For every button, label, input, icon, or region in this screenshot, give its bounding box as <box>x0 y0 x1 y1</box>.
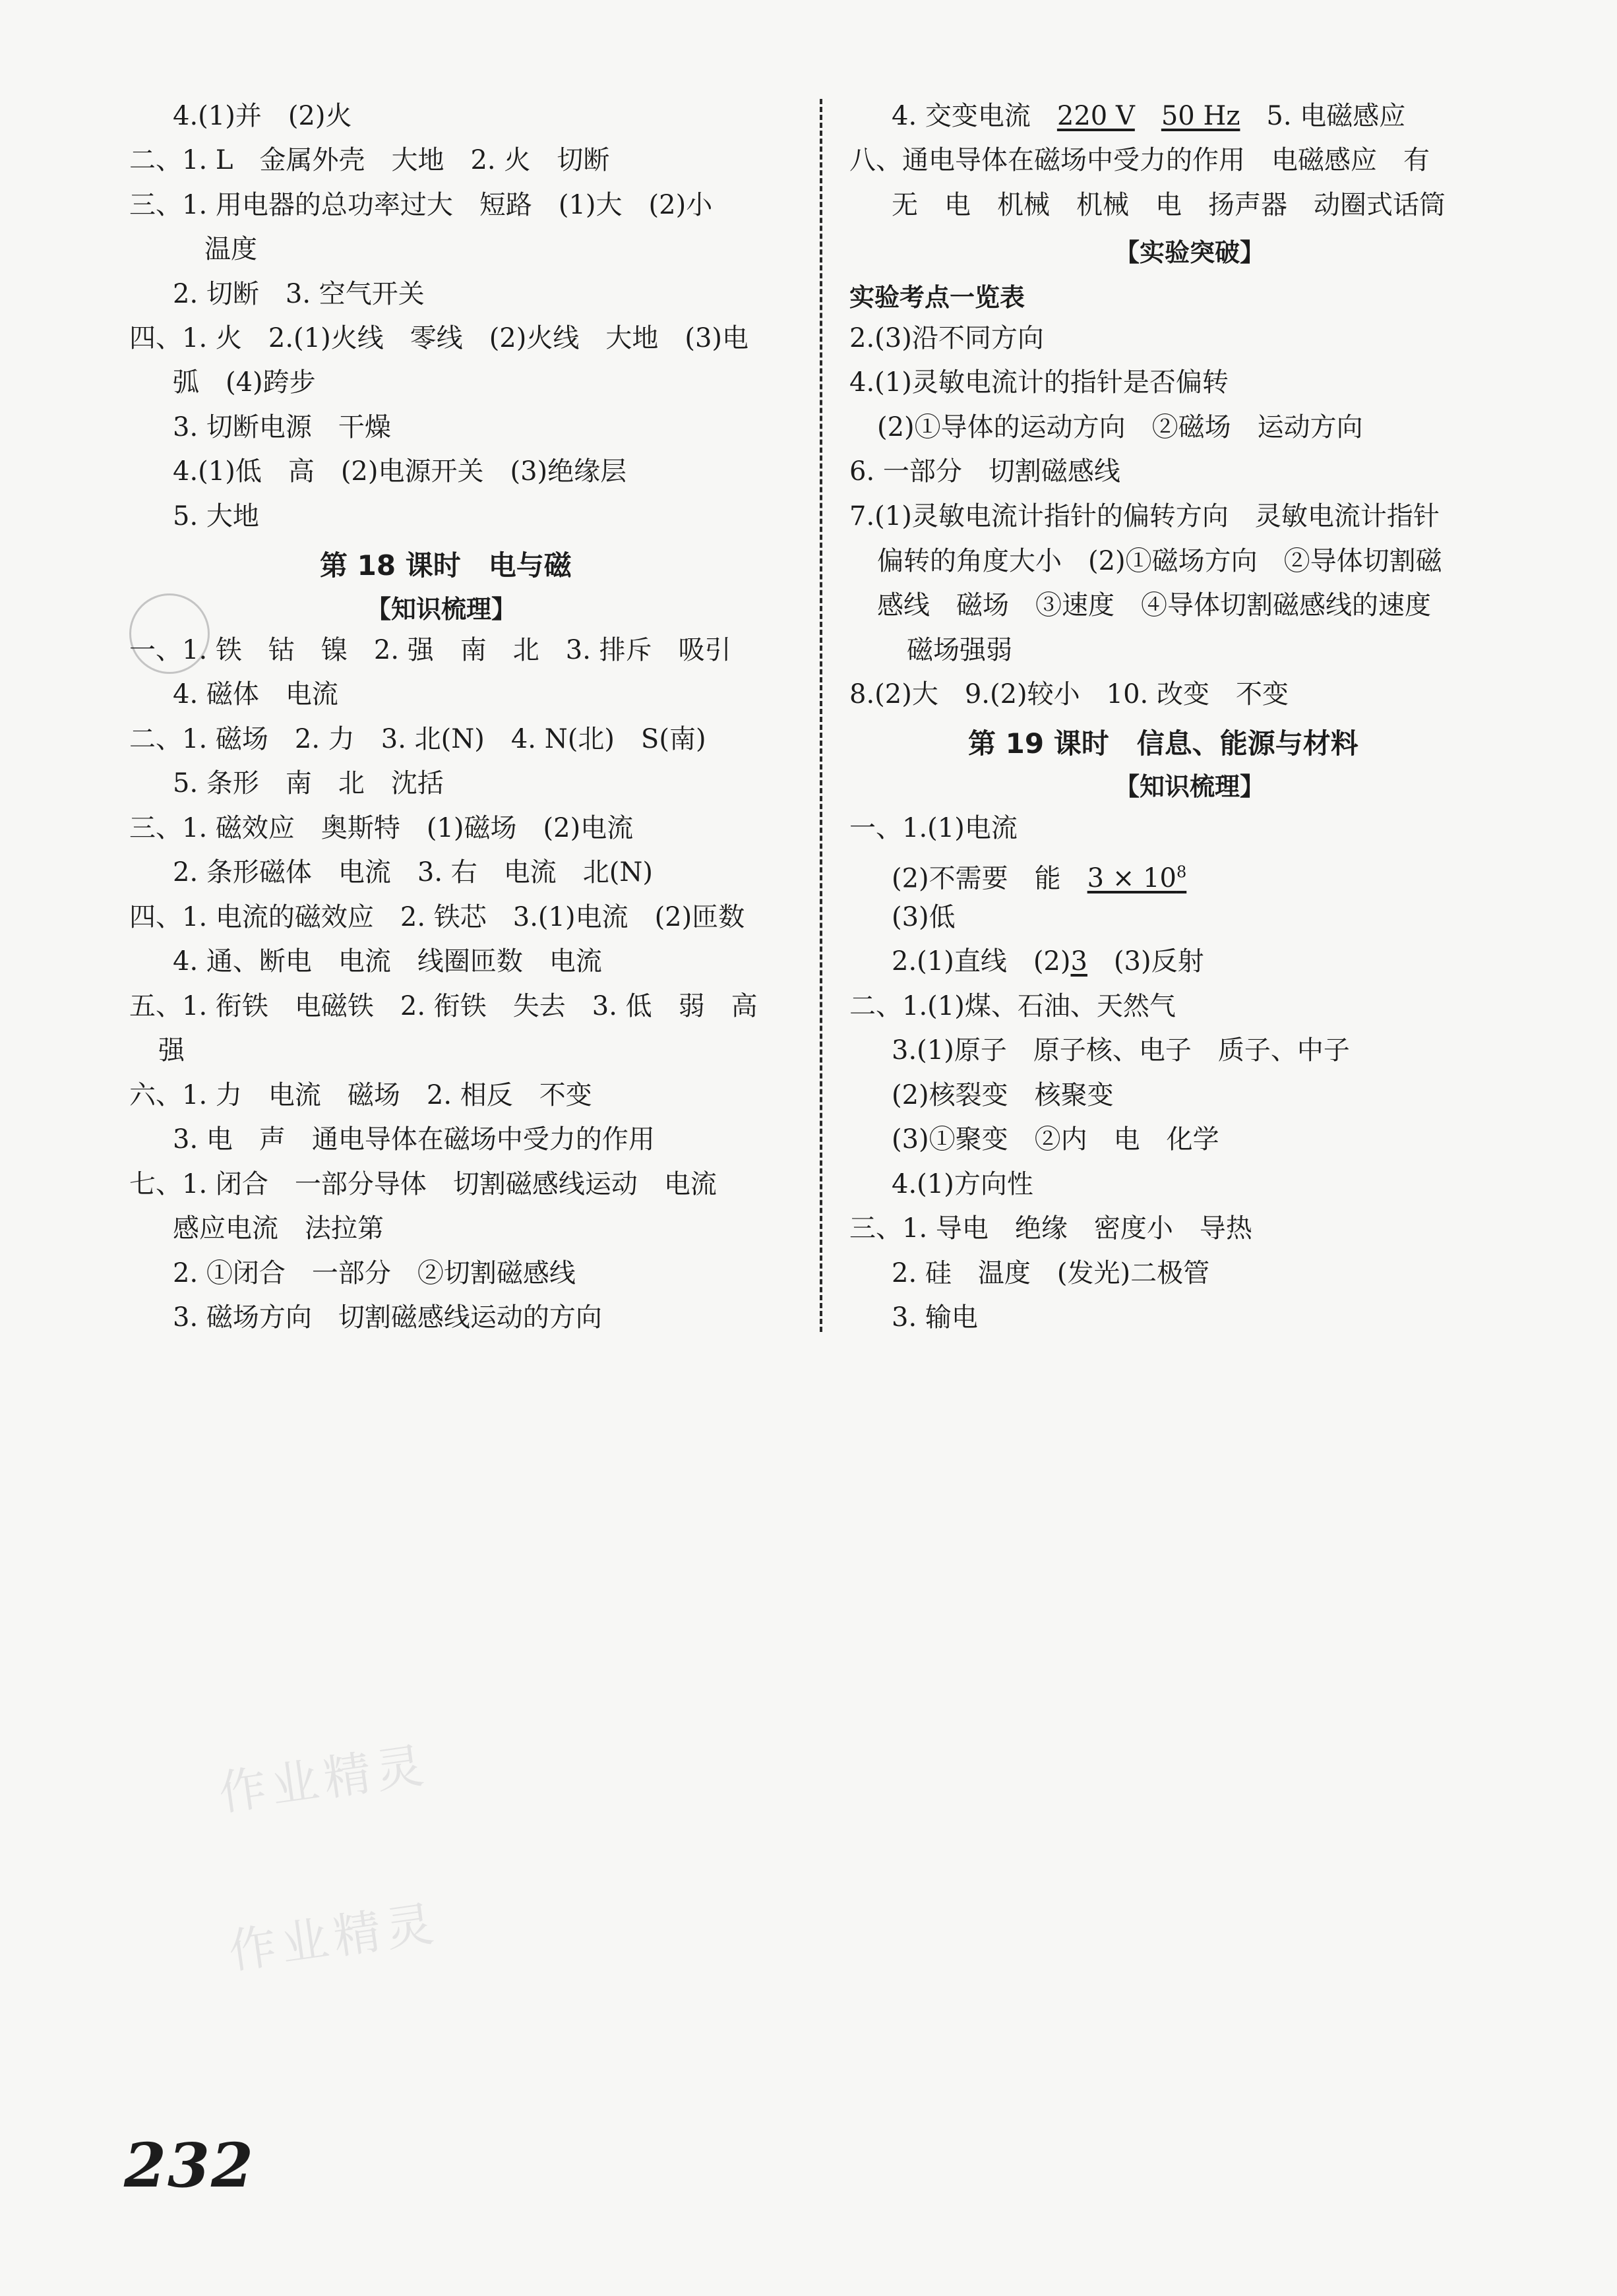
answer-line: 三、1. 用电器的总功率过大 短路 (1)大 (2)小 <box>129 190 713 220</box>
answer-line: 磁场强弱 <box>907 635 1012 665</box>
answer-line: 4.(1)方向性 <box>892 1169 1033 1199</box>
subsection-heading: 【知识梳理】 <box>366 595 517 624</box>
answer-line: 3. 切断电源 干燥 <box>173 412 391 442</box>
answer-line: 2. ①闭合 一部分 ②切割磁感线 <box>173 1258 576 1288</box>
answer-line: 2.(3)沿不同方向 <box>849 323 1044 353</box>
answer-line: 二、1.(1)煤、石油、天然气 <box>849 991 1176 1021</box>
answer-line: 4. 通、断电 电流 线圈匝数 电流 <box>173 946 602 977</box>
section-heading-18: 第 18 课时 电与磁 <box>320 549 572 582</box>
answer-line: 一、1. 铁 钴 镍 2. 强 南 北 3. 排斥 吸引 <box>129 635 731 665</box>
watermark-text: 作业精灵 <box>215 1737 433 1821</box>
answer-line: 4.(1)灵敏电流计的指针是否偏转 <box>849 367 1229 398</box>
answer-line: 四、1. 电流的磁效应 2. 铁芯 3.(1)电流 (2)匝数 <box>129 902 745 932</box>
answer-line: 4.(1)低 高 (2)电源开关 (3)绝缘层 <box>173 456 627 487</box>
answer-line: 偏转的角度大小 (2)①磁场方向 ②导体切割磁 <box>877 546 1442 576</box>
answer-line: 三、1. 磁效应 奥斯特 (1)磁场 (2)电流 <box>129 813 634 843</box>
answer-line: 3.(1)原子 原子核、电子 质子、中子 <box>892 1035 1350 1066</box>
answer-line: 2.(1)直线 (2)3 (3)反射 <box>892 946 1204 977</box>
answer-line: 8.(2)大 9.(2)较小 10. 改变 不变 <box>849 679 1289 710</box>
answer-line: 温度 <box>204 234 257 264</box>
answer-line: (3)①聚变 ②内 电 化学 <box>892 1124 1219 1155</box>
answer-line: 感应电流 法拉第 <box>173 1213 384 1244</box>
answer-line: (2)核裂变 核聚变 <box>892 1080 1114 1110</box>
subsection-heading: 【实验突破】 <box>1114 238 1266 267</box>
answer-line: 五、1. 衔铁 电磁铁 2. 衔铁 失去 3. 低 弱 高 <box>129 991 758 1021</box>
answer-line: 三、1. 导电 绝缘 密度小 导热 <box>849 1213 1252 1244</box>
column-divider <box>820 99 822 1332</box>
subsection-heading: 【知识梳理】 <box>1114 772 1266 801</box>
answer-line: 六、1. 力 电流 磁场 2. 相反 不变 <box>129 1080 592 1110</box>
answer-line: (2)不需要 能 $3 \times 10^8$ <box>892 863 1187 894</box>
answer-line: 2. 切断 3. 空气开关 <box>173 279 425 309</box>
answer-line: 感线 磁场 ③速度 ④导体切割磁感线的速度 <box>877 590 1431 620</box>
answer-line: 3. 输电 <box>892 1302 978 1333</box>
answer-line: 6. 一部分 切割磁感线 <box>849 456 1120 487</box>
answer-line: 一、1.(1)电流 <box>849 813 1018 843</box>
page-number: 232 <box>124 2130 255 2201</box>
answer-line: 弧 (4)跨步 <box>173 367 316 398</box>
underlined-answer: 3 <box>1070 946 1087 977</box>
underlined-answer: 50 Hz <box>1161 101 1240 131</box>
answer-line: 4. 磁体 电流 <box>173 679 338 710</box>
answer-line: 无 电 机械 机械 电 扬声器 动圈式话筒 <box>892 190 1446 220</box>
answer-line: 二、1. 磁场 2. 力 3. 北(N) 4. N(北) S(南) <box>129 724 706 754</box>
answer-line: 七、1. 闭合 一部分导体 切割磁感线运动 电流 <box>129 1169 717 1199</box>
underlined-answer: $3 \times 10^8$ <box>1087 863 1187 894</box>
section-heading-19: 第 19 课时 信息、能源与材料 <box>968 727 1358 760</box>
answer-line: 7.(1)灵敏电流计指针的偏转方向 灵敏电流计指针 <box>849 501 1440 531</box>
answer-line: 二、1. L 金属外壳 大地 2. 火 切断 <box>129 145 610 175</box>
answer-line: 3. 电 声 通电导体在磁场中受力的作用 <box>173 1124 655 1155</box>
answer-line: 2. 条形磁体 电流 3. 右 电流 北(N) <box>173 857 653 888</box>
underlined-answer: 220 V <box>1056 101 1135 131</box>
table-heading: 实验考点一览表 <box>849 283 1025 312</box>
watermark-text: 作业精灵 <box>225 1895 442 1979</box>
answer-line: 5. 条形 南 北 沈括 <box>173 768 444 799</box>
answer-line: 5. 大地 <box>173 501 259 531</box>
answer-line: (3)低 <box>892 902 956 932</box>
answer-line: 4. 交变电流 220 V 50 Hz 5. 电磁感应 <box>892 101 1406 131</box>
answer-line: 2. 硅 温度 (发光)二极管 <box>892 1258 1210 1288</box>
answer-line: 3. 磁场方向 切割磁感线运动的方向 <box>173 1302 602 1333</box>
answer-line: 四、1. 火 2.(1)火线 零线 (2)火线 大地 (3)电 <box>129 323 749 353</box>
answer-line: (2)①导体的运动方向 ②磁场 运动方向 <box>877 412 1363 442</box>
answer-line: 八、通电导体在磁场中受力的作用 电磁感应 有 <box>849 145 1430 175</box>
answer-line: 4.(1)并 (2)火 <box>173 101 352 131</box>
answer-line: 强 <box>158 1035 185 1066</box>
